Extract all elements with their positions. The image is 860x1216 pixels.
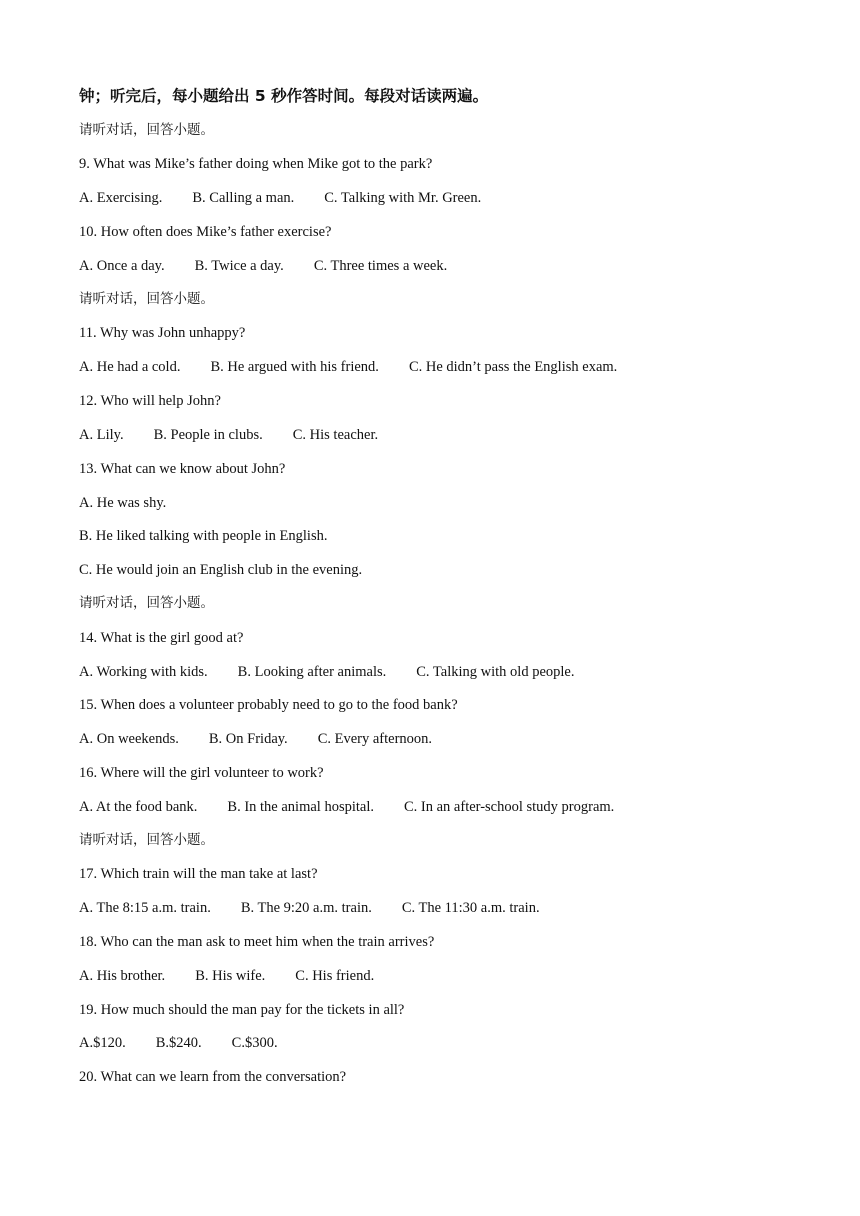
question-16: 16. Where will the girl volunteer to work? — [79, 765, 324, 781]
option-12b: B. People in clubs. — [153, 427, 263, 443]
option-11a: A. He had a cold. — [79, 359, 181, 375]
option-14b: B. Looking after animals. — [237, 664, 387, 680]
section-heading: 钟；听完后，每小题给出 5 秒作答时间。每段对话读两遍。 — [79, 87, 489, 105]
question-14: 14. What is the girl good at? — [79, 630, 244, 646]
option-11c: C. He didn’t pass the English exam. — [408, 359, 618, 375]
option-9b: B. Calling a man. — [192, 190, 295, 206]
option-13b: B. He liked talking with people in English. — [79, 528, 328, 544]
option-14c: C. Talking with old people. — [416, 664, 575, 680]
options-18 — [79, 966, 374, 986]
options-10 — [79, 256, 447, 276]
option-12c: C. His teacher. — [292, 427, 379, 443]
question-13: 13. What can we know about John? — [79, 461, 286, 477]
options-15 — [79, 729, 432, 749]
option-17b: B. The 9:20 a.m. train. — [240, 900, 372, 916]
question-12: 12. Who will help John? — [79, 393, 221, 409]
options-19 — [79, 1033, 278, 1053]
options-14 — [79, 662, 574, 682]
option-13a: A. He was shy. — [79, 495, 167, 511]
instruction-4: 请听对话，回答小题。 — [79, 832, 214, 848]
option-19a: A.$120. — [79, 1035, 126, 1051]
option-15b: B. On Friday. — [208, 731, 288, 747]
option-19b: B.$240. — [155, 1035, 202, 1051]
option-18b: B. His wife. — [195, 968, 266, 984]
question-17: 17. Which train will the man take at last? — [79, 866, 318, 882]
option-10c: C. Three times a week. — [313, 258, 448, 274]
option-11b: B. He argued with his friend. — [210, 359, 379, 375]
option-16a: A. At the food bank. — [79, 799, 198, 815]
option-10a: A. Once a day. — [79, 258, 165, 274]
option-12a: A. Lily. — [79, 427, 124, 443]
option-18a: A. His brother. — [79, 968, 166, 984]
option-18c: C. His friend. — [295, 968, 375, 984]
option-9a: A. Exercising. — [79, 190, 163, 206]
option-10b: B. Twice a day. — [194, 258, 284, 274]
question-15: 15. When does a volunteer probably need to go to the food bank? — [79, 697, 458, 713]
question-20: 20. What can we learn from the conversation? — [79, 1069, 347, 1085]
option-17a: A. The 8:15 a.m. train. — [79, 900, 211, 916]
option-14a: A. Working with kids. — [79, 664, 208, 680]
options-16 — [79, 797, 614, 817]
option-13c: C. He would join an English club in the evening. — [79, 562, 363, 578]
options-12 — [79, 425, 378, 445]
option-15c: C. Every afternoon. — [317, 731, 433, 747]
instruction-1: 请听对话，回答小题。 — [79, 122, 214, 138]
question-10: 10. How often does Mike’s father exercise? — [79, 224, 332, 240]
question-11: 11. Why was John unhappy? — [79, 325, 246, 341]
option-16c: C. In an after-school study program. — [404, 799, 615, 815]
question-9: 9. What was Mike’s father doing when Mike got to the park? — [79, 156, 433, 172]
option-16b: B. In the animal hospital. — [227, 799, 374, 815]
option-9c: C. Talking with Mr. Green. — [324, 190, 482, 206]
option-15a: A. On weekends. — [79, 731, 179, 747]
option-19c: C.$300. — [231, 1035, 278, 1051]
options-17 — [79, 898, 540, 918]
question-18: 18. Who can the man ask to meet him when the train arrives? — [79, 934, 435, 950]
question-19: 19. How much should the man pay for the tickets in all? — [79, 1002, 405, 1018]
instruction-2: 请听对话，回答小题。 — [79, 291, 214, 307]
option-17c: C. The 11:30 a.m. train. — [401, 900, 540, 916]
options-11 — [79, 357, 617, 377]
instruction-3: 请听对话，回答小题。 — [79, 595, 214, 611]
options-9 — [79, 188, 481, 208]
